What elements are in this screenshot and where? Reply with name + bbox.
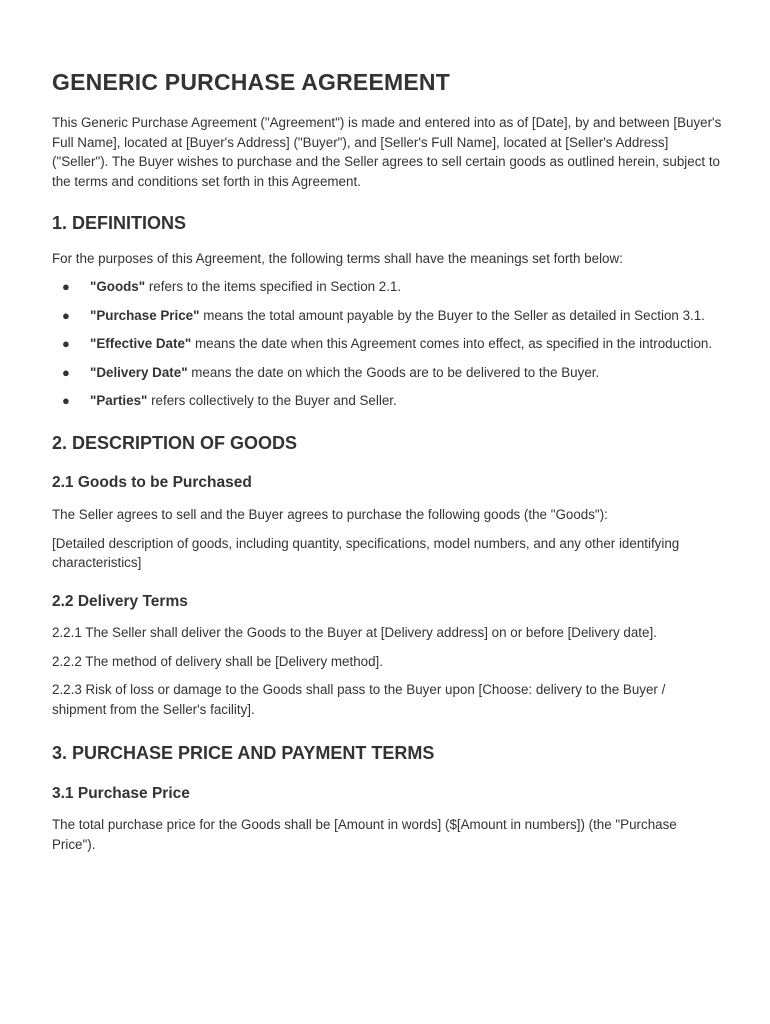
list-item	[52, 334, 722, 354]
bullet-icon: ●	[62, 364, 70, 380]
list-item	[52, 277, 722, 297]
subsection-heading-goods-to-be-purchased: 2.1 Goods to be Purchased	[52, 474, 252, 492]
bullet-icon: ●	[62, 307, 70, 323]
paragraph: The total purchase price for the Goods shall be [Amount in words] ($[Amount in numbers]) (the "Purchase Price").	[52, 817, 677, 852]
document-title: GENERIC PURCHASE AGREEMENT	[52, 69, 450, 95]
definition-term: "Delivery Date"	[90, 364, 188, 380]
subsection-heading-purchase-price: 3.1 Purchase Price	[52, 784, 190, 802]
definition-term: "Goods"	[90, 279, 146, 295]
definitions-list	[52, 277, 722, 411]
bullet-icon: ●	[62, 279, 70, 295]
paragraph: 2.2.1 The Seller shall deliver the Goods to the Buyer at [Delivery address] on or before [Delivery date].	[52, 625, 657, 641]
paragraph: [Detailed description of goods, including quantity, specifications, model numbers, and any other identifying characteristics]	[52, 535, 680, 571]
definition-text: means the date on which the Goods are to be delivered to the Buyer.	[187, 364, 600, 380]
section-heading-purchase-price: 3. PURCHASE PRICE AND PAYMENT TERMS	[52, 743, 435, 764]
list-item	[52, 391, 722, 411]
paragraph: 2.2.2 The method of delivery shall be [Delivery method].	[52, 653, 383, 669]
section-heading-definitions: 1. DEFINITIONS	[52, 213, 187, 234]
definition-term: "Effective Date"	[90, 336, 192, 352]
subsection-heading-delivery-terms: 2.2 Delivery Terms	[52, 592, 188, 610]
definition-text: refers collectively to the Buyer and Seller.	[147, 393, 397, 409]
bullet-icon: ●	[62, 336, 70, 352]
definition-text: refers to the items specified in Section 2.1.	[145, 279, 402, 295]
definition-term: "Purchase Price"	[90, 307, 200, 323]
paragraph: 2.2.3 Risk of loss or damage to the Goods shall pass to the Buyer upon [Choose: delivery to the Buyer / shipment from the Seller's facility].	[52, 682, 666, 717]
definition-text: means the date when this Agreement comes into effect, as specified in the introduction.	[191, 336, 713, 352]
section-heading-description-of-goods: 2. DESCRIPTION OF GOODS	[52, 432, 298, 453]
definitions-lead: For the purposes of this Agreement, the following terms shall have the meanings set forth below:	[52, 250, 623, 266]
list-item	[52, 306, 722, 326]
intro-paragraph: This Generic Purchase Agreement ("Agreement") is made and entered into as of [Date], by and between [Buyer's Full Name], located at [Buyer's Address] ("Buyer"), and [Seller's Full Name], located at [Seller's Address] ("Seller"). The Buyer wishes to purchase and the Seller agrees to sell certain goods as outlined herein, subject to the terms and conditions set forth in this Agreement.	[52, 115, 722, 189]
definition-text: means the total amount payable by the Buyer to the Seller as detailed in Section 3.1.	[199, 307, 705, 323]
paragraph: The Seller agrees to sell and the Buyer agrees to purchase the following goods (the "Goods"):	[52, 507, 608, 523]
bullet-icon: ●	[62, 393, 70, 409]
definition-term: "Parties"	[90, 393, 148, 409]
list-item	[52, 363, 722, 383]
